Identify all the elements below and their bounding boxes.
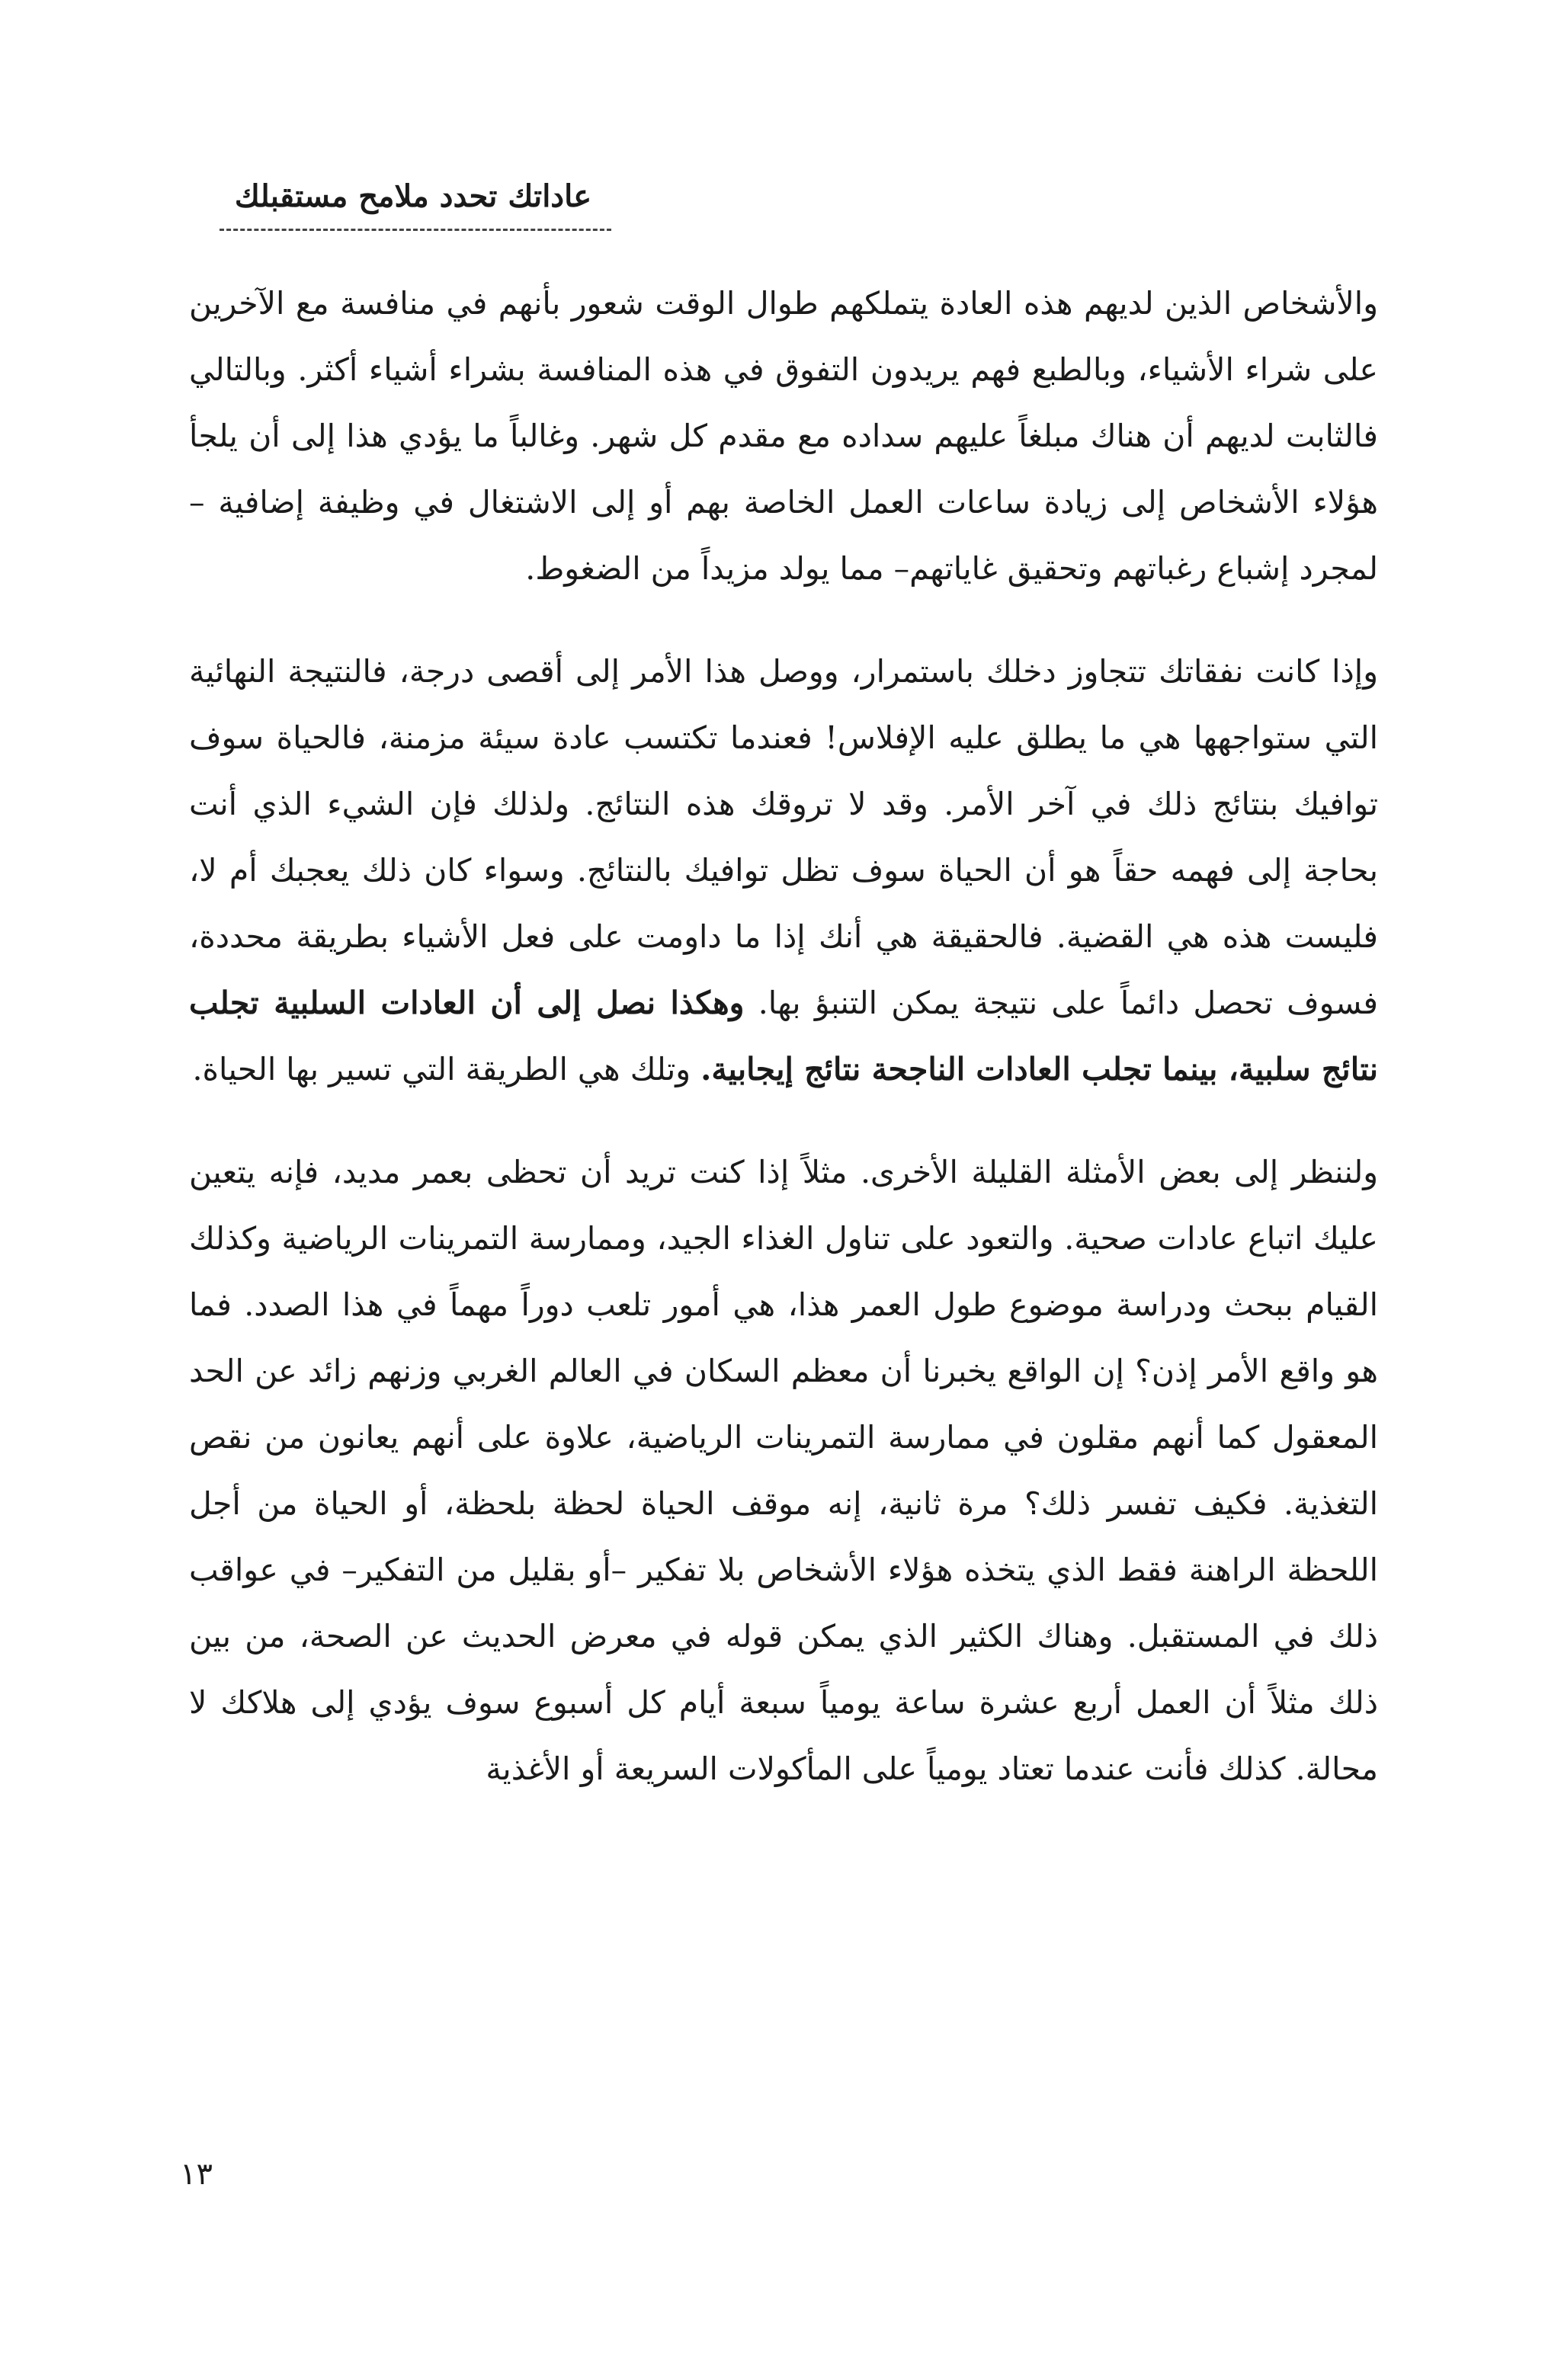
paragraph-1: والأشخاص الذين لديهم هذه العادة يتملكهم طوال الوقت شعور بأنهم في منافسة مع الآخرين على شراء الأشياء، وبالطبع فهم يريدون التفوق في هذه المنافسة بشراء أشياء أكثر. وبالتالي فالثابت لديهم أن هناك مبلغاً عليهم سداده مع مقدم كل شهر. وغالباً ما يؤدي هذا إلى أن يلجأ هؤلاء الأشخاص إلى زيادة ساعات العمل الخاصة بهم أو إلى الاشتغال في وظيفة إضافية –لمجرد إشباع رغباتهم وتحقيق غاياتهم– مما يولد مزيداً من الضغوط. bbox=[189, 285, 1378, 587]
page-number: ١٣ bbox=[180, 2157, 213, 2192]
paragraph-2-tail-text: وتلك هي الطريقة التي تسير بها الحياة. bbox=[192, 1051, 701, 1087]
paragraph-2-text: وإذا كانت نفقاتك تتجاوز دخلك باستمرار، ووصل هذا الأمر إلى أقصى درجة، فالنتيجة النهائية التي ستواجهها هي ما يطلق عليه الإفلاس! فعندما تكتسب عادة سيئة مزمنة، فالحياة سوف توافيك بنتائج ذلك في آخر الأمر. وقد لا تروقك هذه النتائج. ولذلك فإن الشيء الذي أنت بحاجة إلى فهمه حقاً هو أن الحياة سوف تظل توافيك بالنتائج. وسواء كان ذلك يعجبك أم لا، فليست هذه هي القضية. فالحقيقة هي أنك إذا ما داومت على فعل الأشياء بطريقة محددة، فسوف تحصل دائماً على نتيجة يمكن التنبؤ بها. bbox=[189, 653, 1378, 1021]
paragraph-3: ولننظر إلى بعض الأمثلة القليلة الأخرى. مثلاً إذا كنت تريد أن تحظى بعمر مديد، فإنه يتعين عليك اتباع عادات صحية. والتعود على تناول الغذاء الجيد، وممارسة التمرينات الرياضية وكذلك القيام ببحث ودراسة موضوع طول العمر هذا، هي أمور تلعب دوراً مهماً في هذا الصدد. فما هو واقع الأمر إذن؟ إن الواقع يخبرنا أن معظم السكان في العالم الغربي وزنهم زائد عن الحد المعقول كما أنهم مقلون في ممارسة التمرينات الرياضية، علاوة على أنهم يعانون من نقص التغذية. فكيف تفسر ذلك؟ مرة ثانية، إنه موقف الحياة لحظة بلحظة، أو الحياة من أجل اللحظة الراهنة فقط الذي يتخذه هؤلاء الأشخاص بلا تفكير –أو بقليل من التفكير– في عواقب ذلك في المستقبل. وهناك الكثير الذي يمكن قوله في معرض الحديث عن الصحة، من بين ذلك مثلاً أن العمل أربع عشرة ساعة يومياً سبعة أيام كل أسبوع سوف يؤدي إلى هلاكك لا محالة. كذلك فأنت عندما تعتاد يومياً على المأكولات السريعة أو الأغذية bbox=[189, 1154, 1378, 1787]
paragraph-2 bbox=[189, 639, 1378, 1103]
body-text bbox=[189, 271, 1378, 1802]
running-head-rule bbox=[220, 229, 611, 231]
running-head: عاداتك تحدد ملامح مستقبلك bbox=[234, 178, 592, 214]
paragraph-2-bold-text: وهكذا نصل إلى أن العادات السلبية تجلب نتائج سلبية، بينما تجلب العادات الناجحة نتائج إيجابية. bbox=[189, 985, 1378, 1087]
